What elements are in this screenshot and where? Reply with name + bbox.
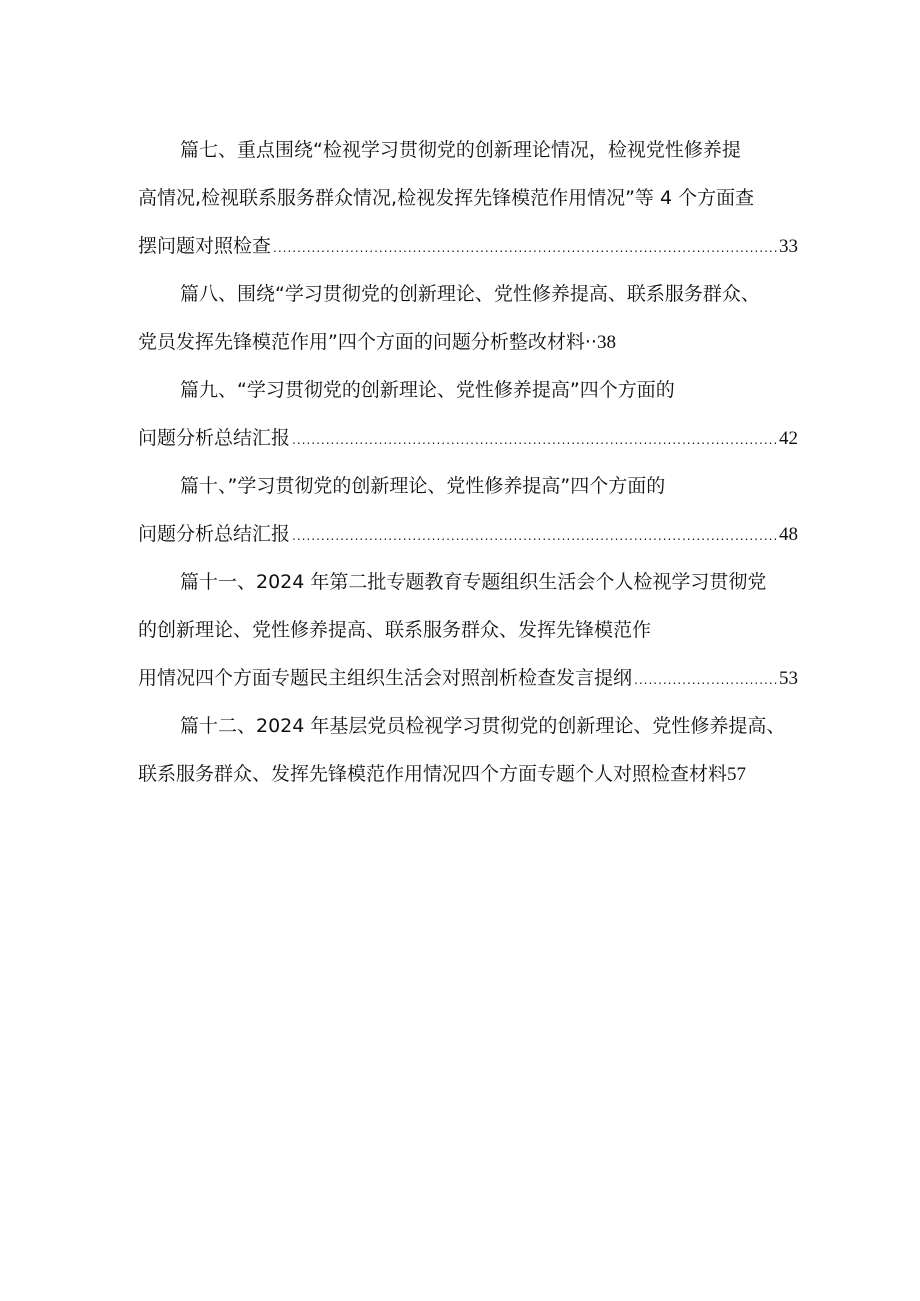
toc-line xyxy=(138,414,798,462)
dot-leader xyxy=(292,512,777,558)
page-number: 42 xyxy=(779,428,798,449)
toc-line xyxy=(138,654,798,702)
toc-entry-12[interactable] xyxy=(138,702,798,798)
page-number: 38 xyxy=(596,332,616,353)
dot-leader xyxy=(634,656,777,702)
toc-entry-11[interactable] xyxy=(138,558,798,702)
toc-entry-text: 用情况四个方面专题民主组织生活会对照剖析检查发言提纲 xyxy=(138,667,633,689)
toc-line xyxy=(138,126,798,174)
toc-entry-text: 高情况,检视联系服务群众情况,检视发挥先锋模范作用情况”等 4 个方面查 xyxy=(138,187,755,209)
toc-line xyxy=(138,366,798,414)
toc-line xyxy=(138,750,798,798)
toc-line xyxy=(138,270,798,318)
toc-entry-text: 联系服务群众、发挥先锋模范作用情况四个方面专题个人对照检查材料 xyxy=(138,763,728,785)
page-number: 33 xyxy=(779,236,798,257)
toc-line xyxy=(138,606,798,654)
toc-entry-text: 篇十一、2024 年第二批专题教育专题组织生活会个人检视学习贯彻党 xyxy=(180,571,767,593)
toc-entry-text: 摆问题对照检查 xyxy=(138,235,272,257)
toc-entry-10[interactable] xyxy=(138,462,798,558)
toc-line xyxy=(138,462,798,510)
toc-line xyxy=(138,318,798,366)
toc-line xyxy=(138,174,798,222)
toc-entry-text: 问题分析总结汇报 xyxy=(138,427,291,449)
toc-entry-text: 篇十二、2024 年基层党员检视学习贯彻党的创新理论、党性修养提高、 xyxy=(180,715,786,737)
toc-entry-text: 篇八、围绕“学习贯彻党的创新理论、党性修养提高、联系服务群众、 xyxy=(180,283,760,305)
toc-entry-9[interactable] xyxy=(138,366,798,462)
toc-entry-text: 篇七、重点围绕“检视学习贯彻党的创新理论情况，检视党性修养提 xyxy=(180,139,741,161)
toc-line xyxy=(138,222,798,270)
toc-entry-8[interactable] xyxy=(138,270,798,366)
toc-entry-text: 篇十、”学习贯彻党的创新理论、党性修养提高”四个方面的 xyxy=(180,475,666,497)
table-of-contents xyxy=(138,126,798,798)
page-number: 57 xyxy=(727,764,747,785)
toc-line xyxy=(138,558,798,606)
toc-line xyxy=(138,702,798,750)
toc-line xyxy=(138,510,798,558)
toc-entry-text: 篇九、“学习贯彻党的创新理论、党性修养提高”四个方面的 xyxy=(180,379,675,401)
toc-entry-text: 的创新理论、党性修养提高、联系服务群众、发挥先锋模范作 xyxy=(138,619,652,641)
toc-entry-text: 党员发挥先锋模范作用”四个方面的问题分析整改材料·· xyxy=(138,331,597,353)
dot-leader xyxy=(292,416,777,462)
toc-entry-text: 问题分析总结汇报 xyxy=(138,523,291,545)
page-number: 53 xyxy=(779,668,798,689)
dot-leader xyxy=(273,224,777,270)
toc-entry-7[interactable] xyxy=(138,126,798,270)
page-number: 48 xyxy=(779,524,798,545)
